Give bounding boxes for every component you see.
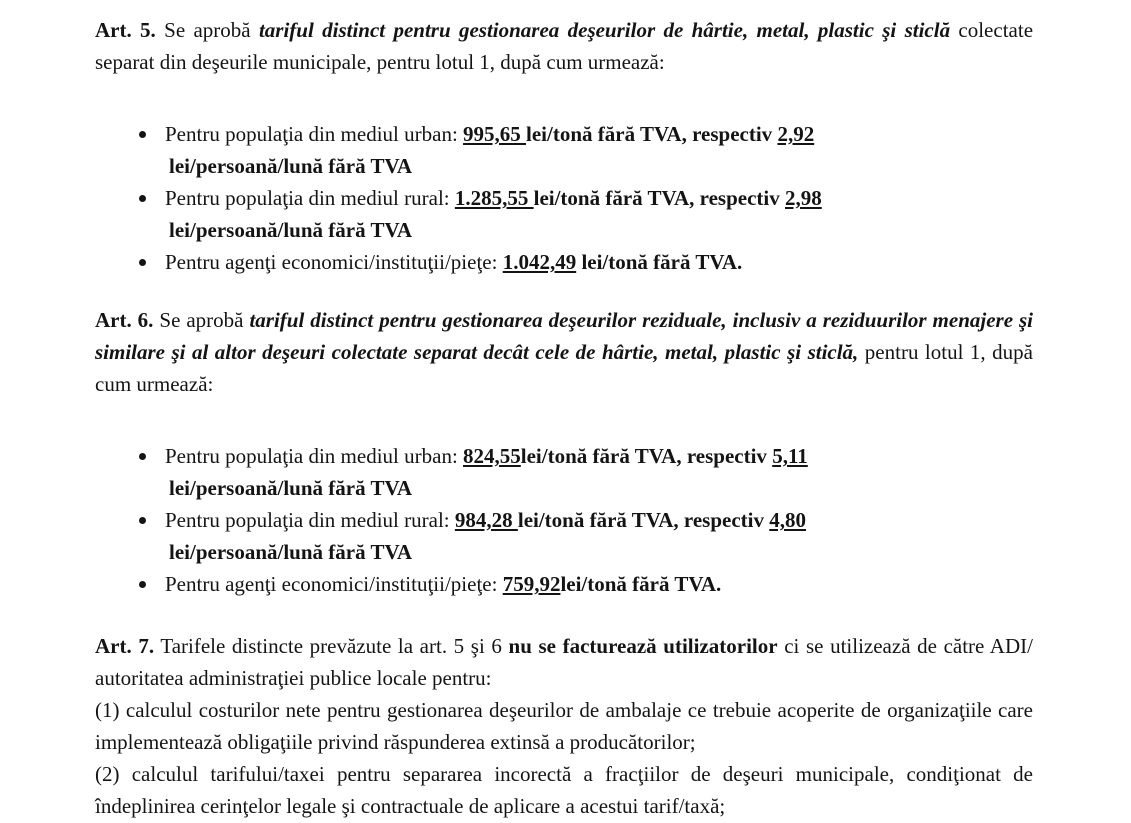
tariff-value: 2,98: [785, 186, 822, 210]
bullet-icon: [139, 259, 146, 266]
tariff-value: 995,65: [463, 122, 527, 146]
article-5-rest: colectate separat din deşeurile municipale, pentru lotul 1, după cum urmează:: [95, 18, 1034, 74]
article-7-intro: Tarifele distincte prevăzute la art. 5 şi 6: [154, 634, 509, 658]
tariff-value: 2,92: [777, 122, 815, 146]
bullet-icon: [139, 517, 146, 524]
tariff-value: 4,80: [769, 508, 807, 532]
article-5-list: [95, 118, 1033, 278]
bullet-icon: [139, 195, 146, 202]
tariff-value: 1.285,55: [454, 186, 534, 210]
tariff-value: 1.042,49: [502, 250, 577, 274]
article-6-intro: Se aprobă: [153, 308, 250, 332]
tariff-value: 5,11: [772, 444, 808, 468]
article-6-emphasis: tariful distinct pentru gestionarea deşeurilor reziduale, inclusiv a reziduurilor menajere şi similare şi al altor deşeuri colectate separat decât cele de hârtie, metal, plastic şi sticlă,: [95, 308, 1033, 364]
article-6-label: Art. 6.: [95, 308, 154, 332]
list-item: Pentru populaţia din mediul urban: 824,55lei/tonă fără TVA, respectiv 5,11 lei/persoană/lună fără TVA: [95, 440, 1033, 504]
list-item: Pentru populaţia din mediul urban: 995,65 lei/tonă fără TVA, respectiv 2,92 lei/persoană/lună fără TVA: [95, 118, 1033, 182]
article-5-paragraph: [95, 14, 1033, 78]
article-6-paragraph: [95, 304, 1033, 400]
article-6-list: [95, 440, 1033, 600]
list-item: Pentru populaţia din mediul rural: 984,28 lei/tonă fără TVA, respectiv 4,80 lei/persoană/lună fără TVA: [95, 504, 1033, 568]
bullet-icon: [139, 581, 146, 588]
article-5-intro: Se aprobă: [155, 18, 259, 42]
article-7-rest: ci se utilizează de către ADI/ autoritatea administraţiei publice locale pentru:: [95, 634, 1033, 690]
article-7-point-1: (1) calculul costurilor nete pentru gestionarea deşeurilor de ambalaje ce trebuie acoperite de organizaţiile care implementează obligaţiile privind răspunderea extinsă a producătorilor;: [95, 698, 1033, 754]
bullet-icon: [139, 131, 146, 138]
article-7-label: Art. 7.: [95, 634, 155, 658]
tariff-value: 824,55: [463, 444, 521, 468]
article-6-rest: pentru lotul 1, după cum urmează:: [95, 340, 1033, 396]
bullet-icon: [139, 453, 146, 460]
article-5-emphasis: tariful distinct pentru gestionarea deşeurilor de hârtie, metal, plastic şi sticlă: [258, 18, 951, 42]
list-item: Pentru agenţi economici/instituţii/pieţe: 1.042,49 lei/tonă fără TVA.: [95, 246, 1033, 278]
article-7-paragraph: [95, 630, 1033, 694]
article-7-point-2: (2) calculul tarifului/taxei pentru separarea incorectă a fracţiilor de deşeuri municipale, condiţionat de îndeplinirea cerinţelor legale şi contractuale de aplicare a acestui tarif/taxă;: [95, 762, 1033, 818]
article-5-label: Art. 5.: [95, 18, 156, 42]
tariff-value: 759,92: [502, 572, 561, 596]
list-item: Pentru populaţia din mediul rural: 1.285,55 lei/tonă fără TVA, respectiv 2,98 lei/persoană/lună fără TVA: [95, 182, 1033, 246]
article-7-emphasis: nu se facturează utilizatorilor: [508, 634, 778, 658]
document-page: [95, 14, 1033, 822]
list-item: Pentru agenţi economici/instituţii/pieţe: 759,92lei/tonă fără TVA.: [95, 568, 1033, 600]
tariff-value: 984,28: [454, 508, 518, 532]
